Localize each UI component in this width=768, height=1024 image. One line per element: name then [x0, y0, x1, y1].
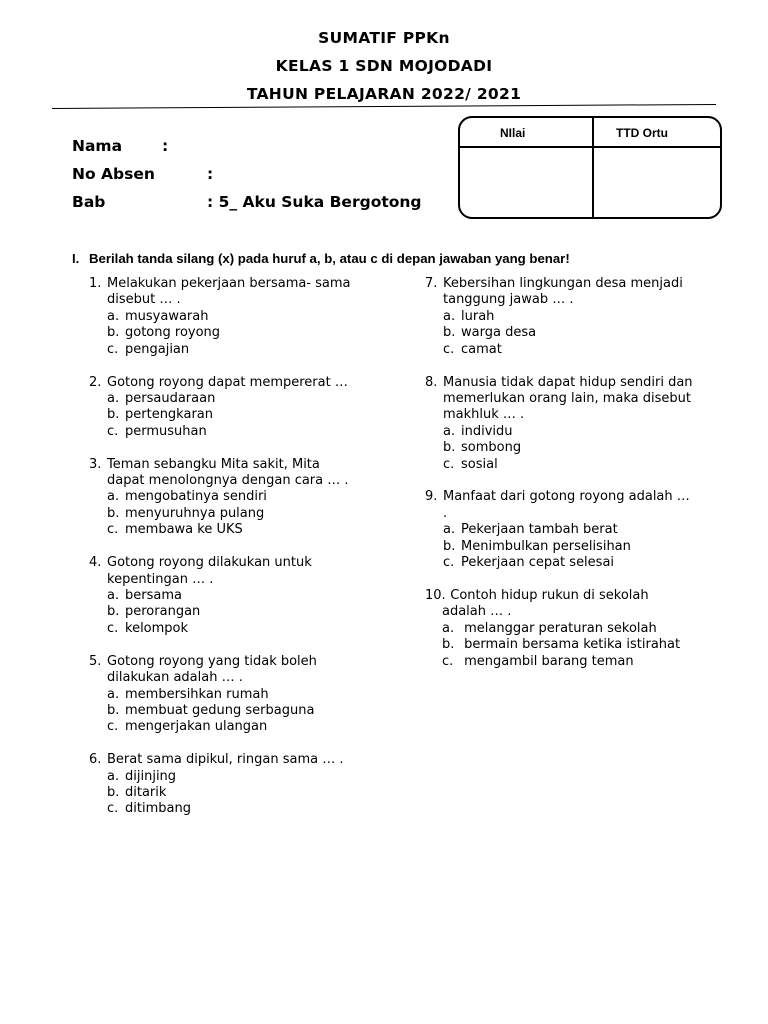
- option-letter: a.: [107, 768, 120, 784]
- option-letter: a.: [442, 620, 455, 636]
- answer-option: [89, 703, 389, 719]
- bab-value: : 5_ Aku Suka Bergotong: [207, 193, 422, 211]
- question-stem-line: [425, 391, 715, 407]
- option-text: Pekerjaan cepat selesai: [461, 555, 615, 571]
- option-letter: c.: [107, 522, 119, 538]
- option-text: kelompok: [125, 620, 189, 636]
- question: [89, 654, 389, 736]
- option-letter: b.: [107, 407, 120, 423]
- question-text: Manfaat dari gotong royong adalah …: [443, 489, 690, 505]
- instruction: [72, 251, 570, 266]
- option-letter: c.: [107, 620, 119, 636]
- question-text: kepentingan … .: [107, 571, 214, 587]
- question-stem-line: [425, 407, 715, 423]
- option-letter: c.: [443, 555, 455, 571]
- option-letter: b.: [442, 637, 455, 653]
- instruction-number: I.: [72, 251, 80, 266]
- answer-option: [89, 604, 389, 620]
- answer-option: [425, 621, 715, 637]
- absen-label: No Absen: [72, 165, 155, 183]
- question-text: dilakukan adalah … .: [107, 670, 243, 686]
- question-stem-line: [89, 654, 389, 670]
- question-stem-line: [425, 292, 715, 308]
- answer-option: [89, 342, 389, 358]
- answer-option: [425, 654, 715, 670]
- question-number: 6.: [89, 752, 102, 768]
- answer-option: [425, 555, 715, 571]
- option-letter: c.: [107, 341, 119, 357]
- question-stem-line: [89, 292, 389, 308]
- option-letter: c.: [107, 719, 119, 735]
- option-text: lurah: [461, 308, 495, 324]
- question-stem-line: [89, 473, 389, 489]
- answer-option: [89, 769, 389, 785]
- option-text: menyuruhnya pulang: [125, 505, 265, 521]
- question: [89, 276, 389, 358]
- option-text: bersama: [125, 588, 182, 603]
- option-text: membuat gedung serbaguna: [125, 702, 315, 718]
- question-stem-line: [89, 670, 389, 686]
- option-text: membersihkan rumah: [125, 686, 269, 702]
- question-stem-line: [89, 572, 389, 588]
- answer-option: [89, 522, 389, 538]
- question-text: dapat menolongnya dengan cara … .: [107, 473, 349, 489]
- answer-option: [89, 424, 389, 440]
- question-text: Melakukan pekerjaan bersama- sama: [107, 276, 351, 291]
- option-letter: b.: [107, 505, 120, 521]
- option-letter: b.: [443, 538, 456, 554]
- school-year-line: TAHUN PELAJARAN 2022/ 2021: [246, 85, 522, 103]
- option-text: musyawarah: [125, 308, 209, 324]
- option-letter: a.: [107, 588, 120, 603]
- option-letter: c.: [443, 456, 455, 472]
- question-text: tanggung jawab … .: [443, 292, 574, 308]
- answer-option: [425, 440, 715, 456]
- question-text: adalah … .: [442, 604, 512, 620]
- question-stem-line: [89, 375, 389, 391]
- answer-option: [425, 325, 715, 341]
- answer-option: [89, 309, 389, 325]
- question-stem-line: [89, 276, 389, 292]
- option-letter: b.: [107, 702, 120, 718]
- option-text: sombong: [461, 440, 522, 456]
- option-letter: c.: [442, 653, 454, 669]
- name-label: Nama: [72, 137, 123, 155]
- question-stem-line: [89, 457, 389, 473]
- question-text: Kebersihan lingkungan desa menjadi: [443, 276, 683, 291]
- question-stem-line: [425, 604, 715, 620]
- question-text: .: [443, 505, 448, 521]
- score-box: [458, 116, 722, 219]
- question-number: 5.: [89, 653, 102, 669]
- answer-option: [89, 719, 389, 735]
- question-text: memerlukan orang lain, maka disebut: [443, 390, 691, 406]
- option-text: warga desa: [461, 325, 537, 341]
- option-text: perorangan: [125, 604, 201, 620]
- answer-option: [89, 325, 389, 341]
- question-stem-line: [425, 489, 715, 505]
- option-letter: b.: [443, 440, 456, 456]
- option-letter: a.: [443, 522, 456, 538]
- answer-option: [89, 588, 389, 604]
- option-text: persaudaraan: [125, 390, 216, 406]
- option-letter: c.: [107, 801, 119, 817]
- score-box-header-line: [460, 146, 720, 148]
- questions-right-column: [425, 276, 715, 687]
- option-letter: c.: [443, 341, 455, 357]
- question: [89, 375, 389, 441]
- option-text: Pekerjaan tambah berat: [461, 522, 618, 538]
- question-number: 7.: [425, 276, 438, 291]
- answer-option: [425, 637, 715, 653]
- question-stem-line: [425, 506, 715, 522]
- question-text: Gotong royong yang tidak boleh: [107, 653, 317, 669]
- question-stem-line: [89, 752, 389, 768]
- answer-option: [89, 489, 389, 505]
- question-text: Teman sebangku Mita sakit, Mita: [107, 456, 320, 472]
- option-letter: a.: [107, 489, 120, 505]
- class-line: KELAS 1 SDN MOJODADI: [275, 57, 493, 75]
- question-number: 9.: [425, 489, 438, 505]
- answer-option: [89, 621, 389, 637]
- option-letter: a.: [107, 308, 120, 324]
- option-letter: b.: [107, 604, 120, 620]
- answer-option: [89, 785, 389, 801]
- option-text: ditarik: [125, 785, 167, 801]
- answer-option: [425, 522, 715, 538]
- option-letter: a.: [107, 390, 120, 406]
- option-text: camat: [461, 341, 502, 357]
- question-text: Manusia tidak dapat hidup sendiri dan: [443, 374, 693, 390]
- option-letter: a.: [443, 308, 456, 324]
- question: [425, 588, 715, 670]
- question-text: Gotong royong dapat mempererat …: [107, 374, 348, 390]
- bab-label: Bab: [72, 193, 106, 211]
- question: [425, 375, 715, 473]
- option-text: membawa ke UKS: [125, 522, 243, 538]
- option-text: pengajian: [125, 341, 190, 357]
- option-text: gotong royong: [125, 325, 221, 341]
- option-text: pertengkaran: [125, 407, 213, 423]
- option-text: Menimbulkan perselisihan: [461, 538, 631, 554]
- score-box-divider: [592, 118, 594, 217]
- answer-option: [89, 391, 389, 407]
- absen-colon: :: [207, 165, 214, 183]
- option-text: dijinjing: [125, 768, 177, 784]
- option-text: mengambil barang teman: [460, 653, 634, 669]
- question-stem-line: [425, 375, 715, 391]
- answer-option: [425, 424, 715, 440]
- question-number: 4.: [89, 555, 102, 571]
- option-letter: b.: [107, 785, 120, 801]
- answer-option: [425, 457, 715, 473]
- option-text: ditimbang: [125, 801, 191, 817]
- question-number: 8.: [425, 374, 438, 390]
- question-stem-line: [425, 588, 715, 604]
- question-stem-line: [89, 555, 389, 571]
- option-letter: b.: [443, 325, 456, 341]
- question-text: makhluk … .: [443, 407, 525, 423]
- name-colon: :: [162, 137, 169, 155]
- question-number: 3.: [89, 456, 102, 472]
- option-text: bermain bersama ketika istirahat: [460, 637, 681, 653]
- option-letter: a.: [107, 686, 120, 702]
- option-text: melanggar peraturan sekolah: [460, 620, 657, 636]
- question-text: Berat sama dipikul, ringan sama … .: [107, 752, 344, 768]
- answer-option: [89, 687, 389, 703]
- question-number: 2.: [89, 374, 102, 390]
- answer-option: [425, 309, 715, 325]
- score-column-header: NIlai: [500, 126, 526, 140]
- option-letter: a.: [443, 423, 456, 439]
- question: [89, 457, 389, 539]
- document-header: [0, 28, 768, 112]
- option-text: sosial: [461, 456, 498, 472]
- question-number: 1.: [89, 276, 102, 291]
- parent-signature-column-header: TTD Ortu: [616, 126, 668, 140]
- answer-option: [425, 342, 715, 358]
- answer-option: [89, 407, 389, 423]
- option-letter: b.: [107, 325, 120, 341]
- document-title: SUMATIF PPKn: [318, 29, 450, 47]
- option-text: mengerjakan ulangan: [125, 719, 268, 735]
- question-stem-line: [425, 276, 715, 292]
- answer-option: [425, 539, 715, 555]
- question-text: disebut … .: [107, 292, 181, 308]
- question: [425, 276, 715, 358]
- questions-left-column: [89, 276, 389, 834]
- answer-option: [89, 506, 389, 522]
- question-number: 10.: [425, 588, 446, 603]
- question-text: Gotong royong dilakukan untuk: [107, 555, 312, 571]
- answer-option: [89, 801, 389, 817]
- question: [89, 555, 389, 637]
- option-text: mengobatinya sendiri: [125, 489, 267, 505]
- option-text: individu: [461, 423, 513, 439]
- question: [89, 752, 389, 818]
- question-text: Contoh hidup rukun di sekolah: [442, 588, 649, 603]
- option-text: permusuhan: [125, 423, 207, 439]
- instruction-text: Berilah tanda silang (x) pada huruf a, b, atau c di depan jawaban yang benar!: [89, 251, 570, 266]
- option-letter: c.: [107, 423, 119, 439]
- question: [425, 489, 715, 571]
